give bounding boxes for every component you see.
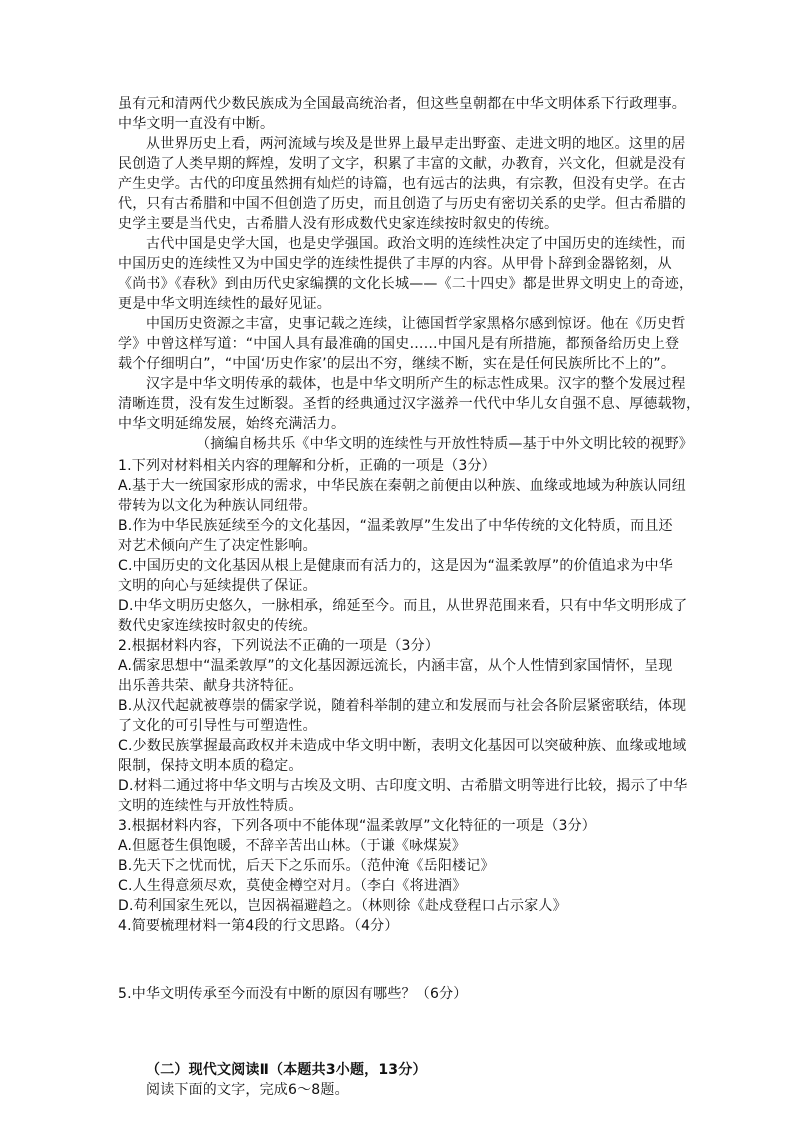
question-2-option: C.少数民族掌握最高政权并未造成中华文明中断，表明文化基因可以突破种族、血缘或地域	[118, 738, 687, 754]
question-1-option: 对艺术倾向产生了决定性影响。	[118, 538, 317, 554]
question-1-option: 数代史家连续按时叙史的传统。	[118, 618, 317, 634]
passage-line: 《尚书》《春秋》到由历代史家编撰的文化长城——《二十四史》都是世界文明史上的奇迹，	[118, 276, 694, 292]
passage-line: 民创造了人类早期的辉煌，发明了文字，积累了丰富的文献，办教育，兴文化，但就是没有	[118, 156, 686, 172]
question-1-stem: 1.下列对材料相关内容的理解和分析，正确的一项是（3分）	[118, 458, 496, 474]
passage-line: 中国历史的连续性又为中国史学的连续性提供了丰厚的内容。从甲骨卜辞到金器铭刻，从	[118, 256, 672, 272]
question-2-option: 了文化的可引导性与可塑造性。	[118, 718, 317, 734]
passage-line: 中华文明延绵发展，始终充满活力。	[118, 416, 346, 432]
question-1-option: 带转为以文化为种族认同纽带。	[118, 498, 317, 514]
question-2-stem: 2.根据材料内容，下列说法不正确的一项是（3分）	[118, 638, 440, 654]
passage-line: 产生史学。古代的印度虽然拥有灿烂的诗篇，也有远古的法典，有宗教，但没有史学。在古	[118, 176, 686, 192]
question-3-option: D.苟利国家生死以，岂因祸福避趋之。（林则徐《赴戍登程口占示家人》	[118, 898, 567, 914]
question-4: 4.简要梳理材料一第4段的行文思路。（4分）	[118, 918, 399, 934]
question-1-option: C.中国历史的文化基因从根上是健康而有活力的，这是因为“温柔敦厚”的价值追求为中华	[118, 558, 673, 574]
question-3-option: C.人生得意须尽欢，莫使金樽空对月。（李白《将进酒》	[118, 878, 467, 894]
question-5: 5.中华文明传承至今而没有中断的原因有哪些？（6分）	[118, 986, 468, 1002]
question-3-option: B.先天下之忧而忧，后天下之乐而乐。（范仲淹《岳阳楼记》	[118, 858, 495, 874]
passage-line: 中华文明一直没有中断。	[118, 116, 275, 132]
passage-line: 史学主要是当代史，古希腊人没有形成数代史家连续按时叙史的传统。	[118, 216, 559, 232]
question-2-option: D.材料二通过将中华文明与古埃及文明、古印度文明、古希腊文明等进行比较，揭示了中华	[118, 778, 688, 794]
question-3-option: A.但愿苍生俱饱暖，不辞辛苦出山林。（于谦《咏煤炭》	[118, 838, 466, 854]
passage-line: 清晰连贯，没有发生过断裂。圣哲的经典通过汉字滋养一代代中华儿女自强不息、厚德载物，	[118, 396, 701, 412]
passage-line: 载个仔细明白”，“中国‘历史作家’的层出不穷，继续不断，实在是任何民族所比不上的”。	[118, 356, 676, 372]
passage-line: 更是中华文明连续性的最好见证。	[118, 296, 331, 312]
question-1-option: 文明的向心与延续提供了保证。	[118, 578, 317, 594]
section-2-title: （二）现代文阅读Ⅱ（本题共3小题，13分）	[146, 1062, 427, 1078]
question-3-stem: 3.根据材料内容，下列各项中不能体现“温柔敦厚”文化特征的一项是（3分）	[118, 818, 596, 834]
question-2-option: 出乐善共荣、献身共济特征。	[118, 678, 303, 694]
question-2-option: 文明的连续性与开放性特质。	[118, 798, 303, 814]
passage-line: 汉字是中华文明传承的载体，也是中华文明所产生的标志性成果。汉字的整个发展过程	[146, 376, 686, 392]
question-2-option: A.儒家思想中“温柔敦厚”的文化基因源远流长，内涵丰富，从个人性情到家国情怀，呈现	[118, 658, 673, 674]
question-1-option: D.中华文明历史悠久，一脉相承，绵延至今。而且，从世界范围来看，只有中华文明形成了	[118, 598, 688, 614]
passage-line: 学》中曾这样写道：“中国人具有最准确的国史……中国凡是有所措施，都预备给历史上登	[118, 336, 680, 352]
question-2-option: B.从汉代起就被尊崇的儒家学说，随着科举制的建立和发展而与社会各阶层紧密联结，体现	[118, 698, 687, 714]
passage-line: 中国历史资源之丰富，史事记载之连续，让德国哲学家黑格尔感到惊讶。他在《历史哲	[146, 316, 686, 332]
question-2-option: 限制，保持文明本质的稳定。	[118, 758, 303, 774]
question-1-option: B.作为中华民族延续至今的文化基因，“温柔敦厚”生发出了中华传统的文化特质，而且还	[118, 518, 673, 534]
passage-line: 代，只有古希腊和中国不但创造了历史，而且创造了与历史有密切关系的史学。但古希腊的	[118, 196, 686, 212]
passage-line: 从世界历史上看，两河流域与埃及是世界上最早走出野蛮、走进文明的地区。这里的居	[146, 136, 686, 152]
section-2-instruction: 阅读下面的文字，完成6～8题。	[146, 1082, 349, 1098]
question-1-option: A.基于大一统国家形成的需求，中华民族在秦朝之前便由以种族、血缘或地域为种族认同纽	[118, 478, 686, 494]
source-citation: （摘编自杨共乐《中华文明的连续性与开放性特质—基于中外文明比较的视野》	[196, 436, 693, 452]
passage-line: 古代中国是史学大国，也是史学强国。政治文明的连续性决定了中国历史的连续性，而	[146, 236, 686, 252]
passage-line: 虽有元和清两代少数民族成为全国最高统治者，但这些皇朝都在中华文明体系下行政理事。	[118, 96, 686, 112]
